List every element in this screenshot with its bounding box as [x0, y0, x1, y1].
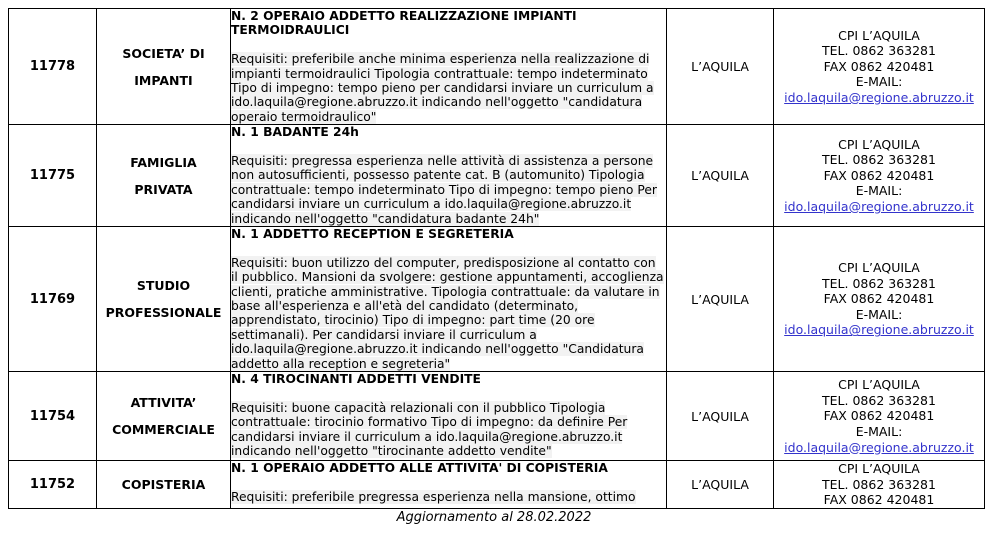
job-title: N. 1 OPERAIO ADDETTO ALLE ATTIVITA' DI COPISTERIA: [231, 461, 608, 476]
company-name: ATTIVITA’ COMMERCIALE: [112, 395, 215, 438]
cpi-office: CPI L’AQUILA: [838, 260, 920, 276]
company-name: FAMIGLIA PRIVATA: [130, 154, 197, 197]
table-row: [9, 227, 985, 372]
job-id-cell: [9, 227, 97, 372]
job-id: 11769: [29, 291, 76, 307]
job-title: N. 1 ADDETTO RECEPTION E SEGRETERIA: [231, 227, 514, 242]
job-requirements: Requisiti: preferibile pregressa esperienza nella mansione, ottimo: [231, 489, 636, 504]
email-label: E-MAIL:: [855, 183, 903, 199]
job-title: N. 1 BADANTE 24h: [231, 125, 359, 140]
table-row: [9, 125, 985, 227]
job-id-cell: [9, 372, 97, 461]
contact-cell: [774, 372, 985, 461]
phone-number: TEL. 0862 363281: [822, 152, 936, 168]
location-cell: [667, 9, 774, 125]
job-id-cell: [9, 461, 97, 509]
email-link[interactable]: ido.laquila@regione.abruzzo.it: [784, 322, 974, 338]
description-cell: [231, 372, 667, 461]
contact-cell: [774, 227, 985, 372]
email-link[interactable]: ido.laquila@regione.abruzzo.it: [784, 199, 974, 215]
job-requirements: Requisiti: buon utilizzo del computer, predisposizione al contatto con il pubblico. Mansioni da svolgere: gestione appuntamenti, accoglienza clienti, pratiche amministrative. Tipologia contrattuale: da valutare in base all'esperienza e all'età del candidato (determinato, apprendistato, tirocinio) Tipo di impegno: part time (20 ore settimanali). Per candidarsi inviare il curriculum a ido.laquila@regione.abruzzo.it indicando nell'oggetto "Candidatura addetto alla reception e segreteria": [231, 255, 664, 371]
cpi-office: CPI L’AQUILA: [838, 461, 920, 477]
fax-number: FAX 0862 420481: [823, 291, 935, 307]
contact-cell: [774, 125, 985, 227]
location-cell: [667, 372, 774, 461]
phone-number: TEL. 0862 363281: [822, 43, 936, 59]
location-cell: [667, 461, 774, 509]
job-id-cell: [9, 9, 97, 125]
update-date-note: Aggiornamento al 28.02.2022: [396, 510, 592, 525]
location: L’AQUILA: [691, 168, 749, 184]
company-cell: [97, 461, 231, 509]
phone-number: TEL. 0862 363281: [822, 275, 936, 291]
cpi-office: CPI L’AQUILA: [838, 136, 920, 152]
description-cell: [231, 9, 667, 125]
job-id: 11775: [29, 168, 76, 184]
company-cell: [97, 227, 231, 372]
table-row: [9, 372, 985, 461]
email-link[interactable]: ido.laquila@regione.abruzzo.it: [784, 439, 974, 455]
job-listings-table: [8, 8, 985, 509]
fax-number: FAX 0862 420481: [823, 492, 935, 508]
phone-number: TEL. 0862 363281: [822, 476, 936, 492]
job-id: 11754: [29, 408, 76, 424]
table-row: [9, 461, 985, 509]
description-cell: [231, 461, 667, 509]
company-name: STUDIO PROFESSIONALE: [105, 278, 222, 321]
cpi-office: CPI L’AQUILA: [838, 377, 920, 393]
location: L’AQUILA: [691, 59, 749, 75]
location: L’AQUILA: [691, 477, 749, 492]
contact-cell: [774, 461, 985, 509]
fax-number: FAX 0862 420481: [823, 167, 935, 183]
company-cell: [97, 9, 231, 125]
location-cell: [667, 227, 774, 372]
company-cell: [97, 372, 231, 461]
cpi-office: CPI L’AQUILA: [838, 27, 920, 43]
job-title: N. 2 OPERAIO ADDETTO REALIZZAZIONE IMPIANTI TERMOIDRAULICI: [231, 9, 577, 38]
job-id-cell: [9, 125, 97, 227]
description-cell: [231, 125, 667, 227]
location: L’AQUILA: [691, 291, 749, 307]
contact-cell: [774, 9, 985, 125]
email-link[interactable]: ido.laquila@regione.abruzzo.it: [784, 90, 974, 105]
location-cell: [667, 125, 774, 227]
job-title: N. 4 TIROCINANTI ADDETTI VENDITE: [231, 372, 481, 387]
fax-number: FAX 0862 420481: [823, 408, 935, 424]
phone-number: TEL. 0862 363281: [822, 392, 936, 408]
company-cell: [97, 125, 231, 227]
company-name: COPISTERIA: [121, 477, 206, 492]
email-label: E-MAIL:: [855, 423, 903, 439]
company-name: SOCIETA’ DI IMPANTI: [122, 45, 205, 88]
job-requirements: Requisiti: buone capacità relazionali con il pubblico Tipologia contrattuale: tirocinio formativo Tipo di impegno: da definire Per candidarsi inviare il curriculum a ido.laquila@regione.abruzzo.it indicando nell'oggetto "tirocinante addetto vendite": [231, 400, 628, 459]
job-requirements: Requisiti: pregressa esperienza nelle attività di assistenza a persone non autosufficienti, possesso patente cat. B (automunito) Tipologia contrattuale: tempo indeterminato Tipo di impegno: tempo pieno Per candidarsi inviare un curriculum a ido.laquila@regione.abruzzo.it indicando nell'oggetto "candidatura badante 24h": [231, 154, 657, 226]
email-label: E-MAIL:: [855, 74, 903, 90]
location: L’AQUILA: [691, 408, 749, 424]
fax-number: FAX 0862 420481: [823, 58, 935, 74]
job-id: 11778: [29, 59, 76, 75]
table-row: [9, 9, 985, 125]
description-cell: [231, 227, 667, 372]
job-requirements: Requisiti: preferibile anche minima esperienza nella realizzazione di impianti termoidraulici Tipologia contrattuale: tempo indeterminato Tipo di impegno: tempo pieno per candidarsi inviare un curriculum a ido.laquila@regione.abruzzo.it indicando nell'oggetto "candidatura operaio termoidraulico": [231, 52, 654, 124]
job-id: 11752: [29, 477, 76, 492]
email-label: E-MAIL:: [855, 306, 903, 322]
